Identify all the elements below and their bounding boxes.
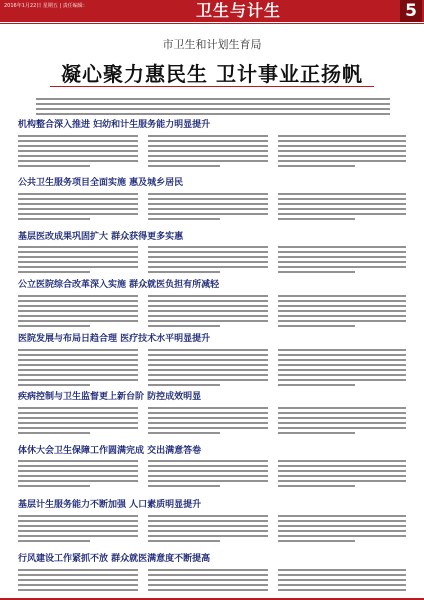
header-rule <box>0 23 424 24</box>
section-body <box>148 135 268 170</box>
section-body <box>148 407 268 437</box>
section-body <box>18 407 138 437</box>
section-heading: 体休大会卫生保障工作圆满完成 交出满意答卷 <box>18 446 202 456</box>
section-body <box>148 569 268 594</box>
section-body <box>18 569 138 594</box>
section-body <box>278 246 406 276</box>
section-body <box>278 295 406 330</box>
section-heading: 公共卫生服务项目全面实施 惠及城乡居民 <box>18 178 184 188</box>
issue-meta: 2016年1月22日 星期五 | 责任编辑： <box>4 3 88 9</box>
section-body <box>148 193 268 223</box>
section-body <box>278 569 406 594</box>
section-heading: 机构整合深入推进 妇幼和计生服务能力明显提升 <box>18 120 211 130</box>
section-body <box>278 515 406 545</box>
article-kicker: 市卫生和计划生育局 <box>162 38 262 51</box>
section-body <box>148 295 268 330</box>
section-body <box>278 349 406 389</box>
article-headline: 凝心聚力惠民生 卫计事业正扬帆 <box>61 62 363 86</box>
section-body <box>148 349 268 389</box>
section-body <box>278 193 406 223</box>
section-body <box>148 515 268 545</box>
section-body <box>278 460 406 490</box>
section-body <box>18 295 138 330</box>
section-body <box>18 515 138 545</box>
section-body <box>18 193 138 223</box>
page-number: 5 <box>400 0 422 22</box>
section-heading: 行风建设工作紧抓不放 群众就医满意度不断提高 <box>18 554 211 564</box>
section-heading: 疾病控制与卫生监督更上新台阶 防控成效明显 <box>18 392 202 402</box>
intro-paragraph <box>36 98 390 118</box>
section-heading: 公立医院综合改革深入实施 群众就医负担有所减轻 <box>18 280 220 290</box>
section-heading: 医院发展与布局日趋合理 医疗技术水平明显提升 <box>18 334 211 344</box>
section-body <box>18 135 138 170</box>
section-body <box>18 246 138 276</box>
masthead <box>0 0 424 22</box>
section-title: 卫生与计生 <box>196 1 282 20</box>
section-body <box>278 135 406 170</box>
headline-rule <box>50 86 374 87</box>
section-body <box>18 349 138 389</box>
section-body <box>148 460 268 490</box>
section-body <box>18 460 138 490</box>
section-body <box>148 246 268 276</box>
section-heading: 基层计生服务能力不断加强 人口素质明显提升 <box>18 500 202 510</box>
section-body <box>278 407 406 437</box>
section-heading: 基层医改成果巩固扩大 群众获得更多实惠 <box>18 232 184 242</box>
